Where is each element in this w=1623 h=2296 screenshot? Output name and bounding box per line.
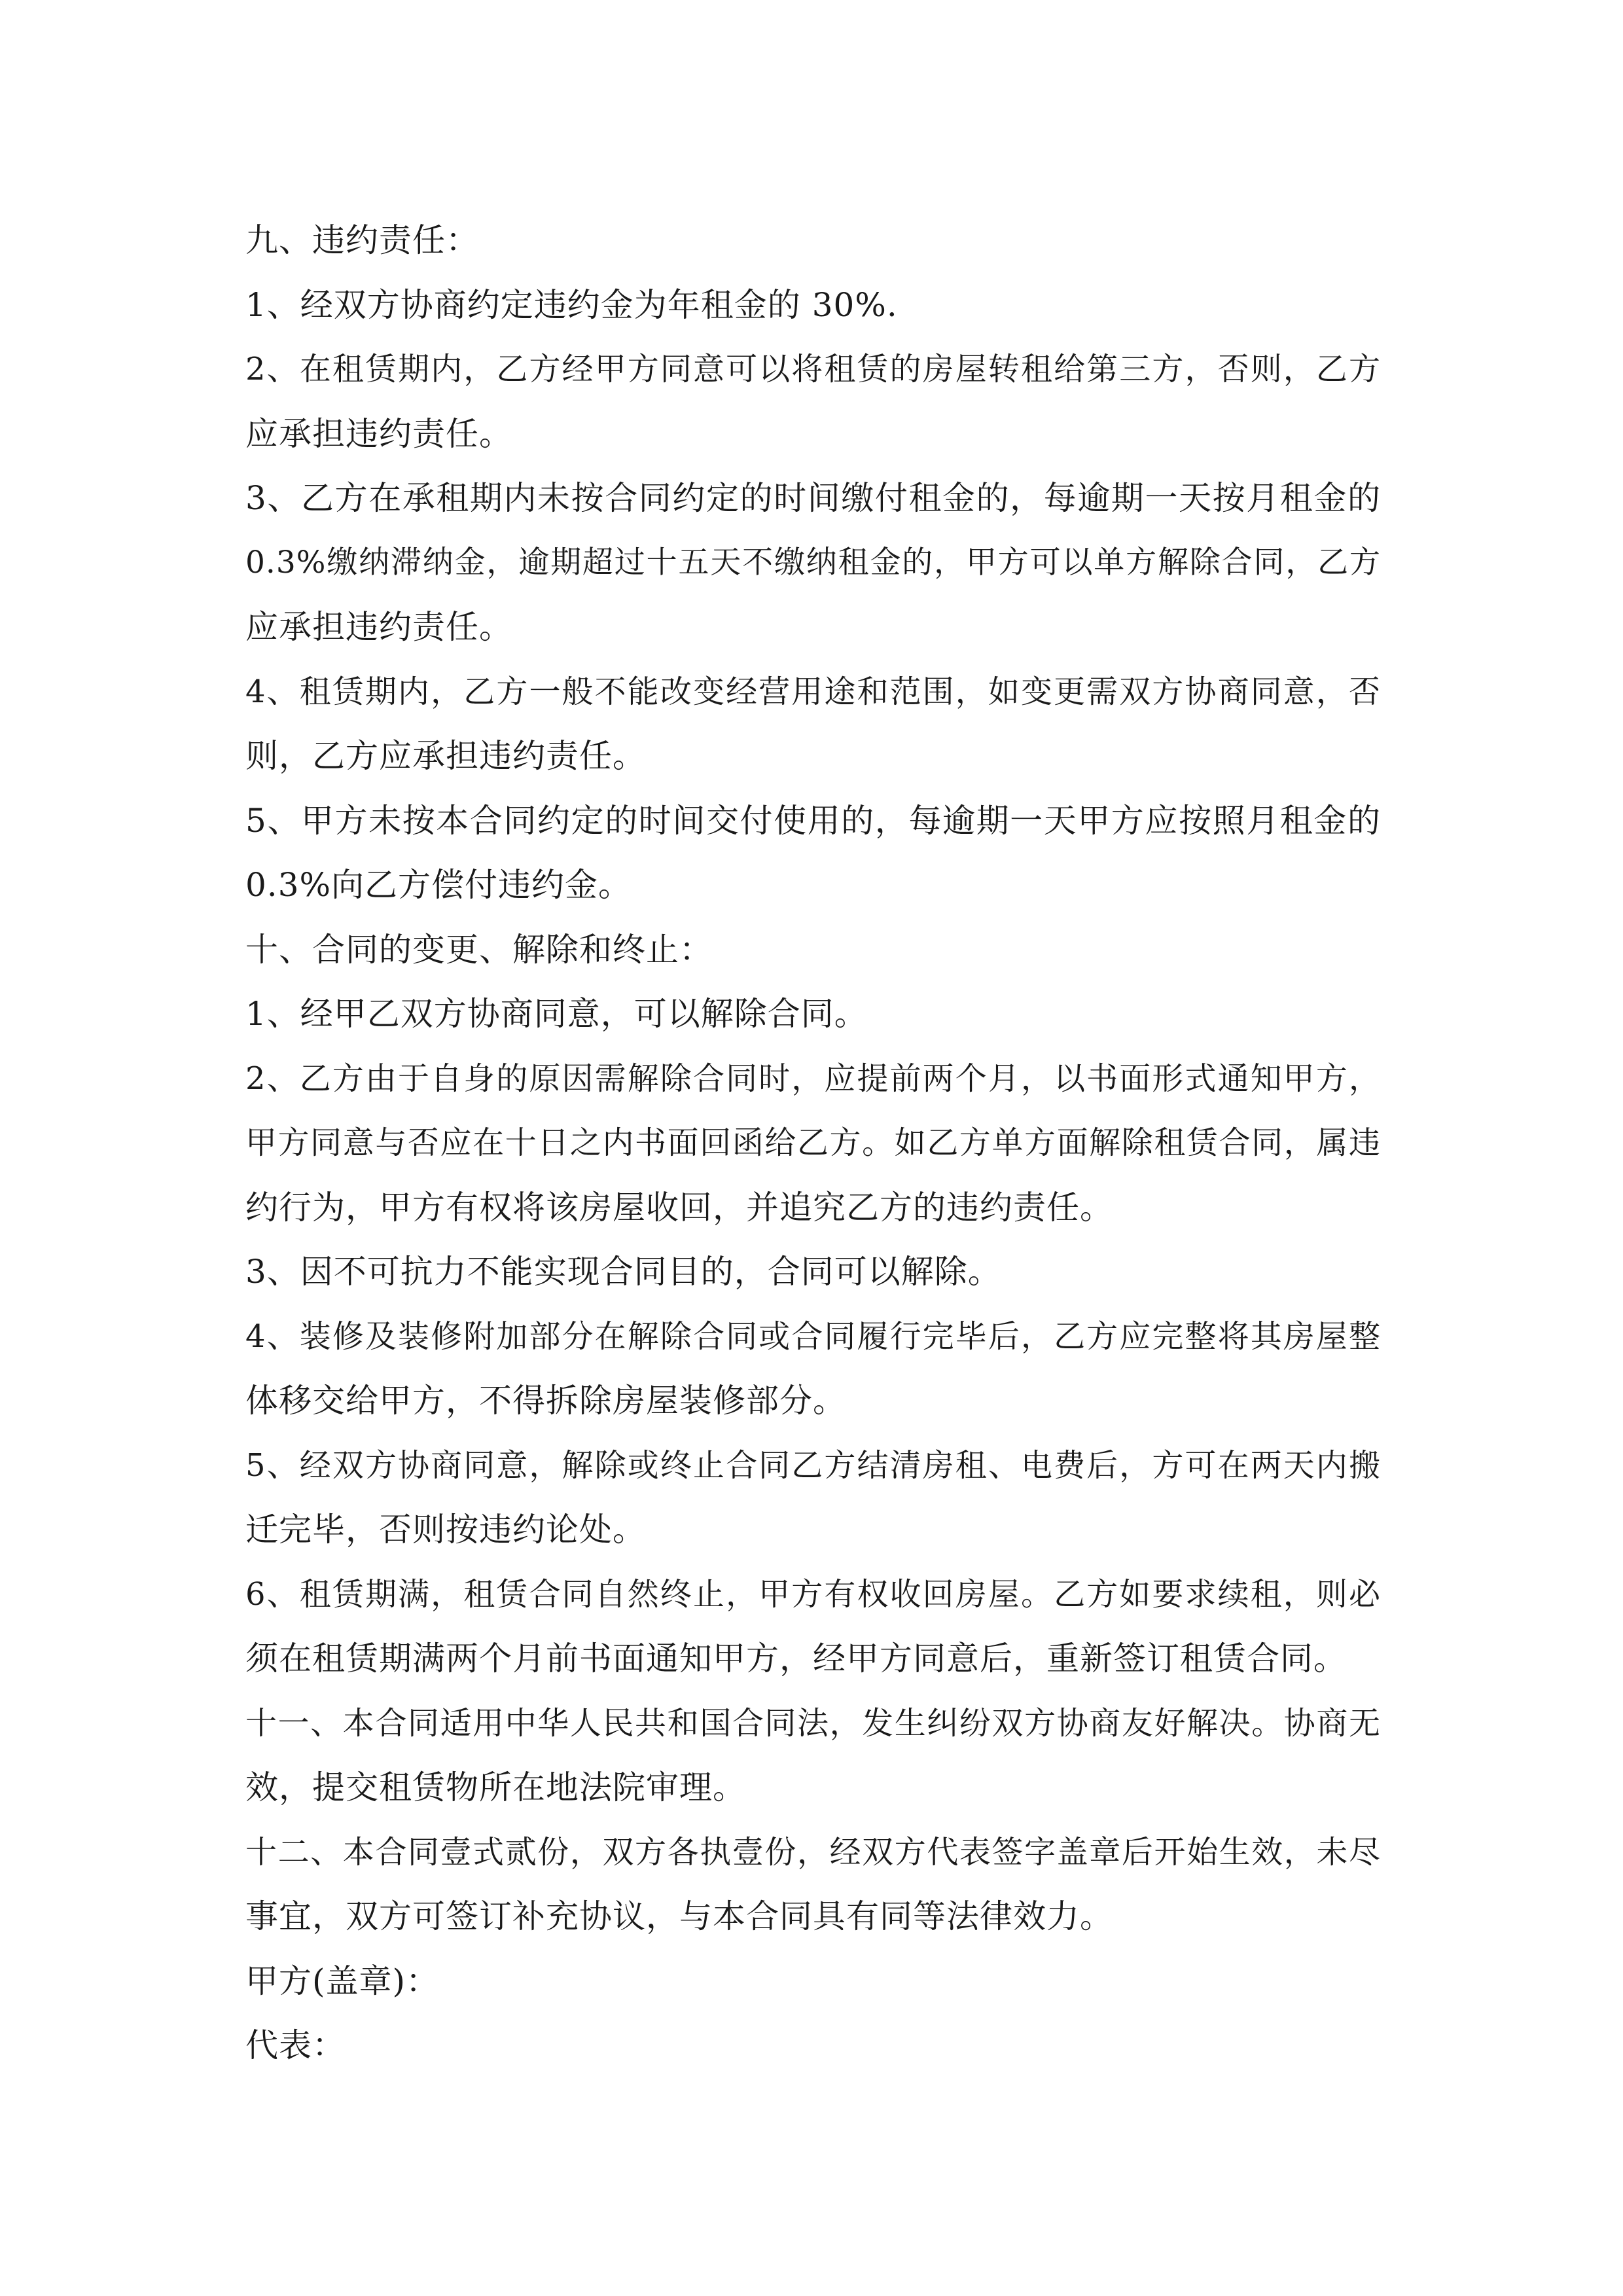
party-a-seal-label: 甲方(盖章)：	[245, 1962, 440, 2000]
contract-body	[245, 208, 1381, 2078]
clause-9-5-line-1: 5、甲方未按本合同约定的时间交付使用的，每逾期一天甲方应按照月租金的	[245, 801, 1381, 840]
section-12-line-2: 事宜，双方可签订补充协议，与本合同具有同等法律效力。	[245, 1897, 1113, 1935]
section-11-line-2: 效，提交租赁物所在地法院审理。	[245, 1768, 746, 1806]
clause-9-3-line-3: 应承担违约责任。	[245, 608, 512, 646]
clause-10-6-line-1: 6、租赁期满，租赁合同自然终止，甲方有权收回房屋。乙方如要求续租，则必	[245, 1575, 1381, 1613]
clause-10-5-line-2: 迁完毕，否则按违约论处。	[245, 1511, 646, 1549]
clause-10-5-line-1: 5、经双方协商同意，解除或终止合同乙方结清房租、电费后，方可在两天内搬	[245, 1446, 1381, 1484]
clause-9-3-line-2: 0.3%缴纳滞纳金，逾期超过十五天不缴纳租金的，甲方可以单方解除合同，乙方	[245, 544, 1381, 581]
clause-10-3: 3、因不可抗力不能实现合同目的，合同可以解除。	[245, 1253, 1001, 1291]
section-11-line-1: 十一、本合同适用中华人民共和国合同法，发生纠纷双方协商友好解决。协商无	[245, 1704, 1381, 1742]
section-heading-9: 九、违约责任：	[245, 221, 479, 259]
clause-10-2-line-3: 约行为，甲方有权将该房屋收回，并追究乙方的违约责任。	[245, 1188, 1113, 1227]
clause-9-4-line-1: 4、租赁期内，乙方一般不能改变经营用途和范围，如变更需双方协商同意，否	[245, 673, 1381, 710]
clause-9-4-line-2: 则，乙方应承担违约责任。	[245, 737, 646, 775]
clause-9-2-line-1: 2、在租赁期内，乙方经甲方同意可以将租赁的房屋转租给第三方，否则，乙方	[245, 351, 1381, 387]
clause-10-2-line-1: 2、乙方由于自身的原因需解除合同时，应提前两个月，以书面形式通知甲方，	[245, 1060, 1381, 1097]
clause-9-3-line-1: 3、乙方在承租期内未按合同约定的时间缴付租金的，每逾期一天按月租金的	[245, 479, 1381, 517]
clause-9-1: 1、经双方协商约定违约金为年租金的 30%.	[245, 285, 898, 324]
clause-10-6-line-2: 须在租赁期满两个月前书面通知甲方，经甲方同意后，重新签订租赁合同。	[245, 1640, 1347, 1677]
clause-10-4-line-1: 4、装修及装修附加部分在解除合同或合同履行完毕后，乙方应完整将其房屋整	[245, 1318, 1381, 1355]
section-heading-10: 十、合同的变更、解除和终止：	[245, 930, 713, 969]
clause-9-5-line-2: 0.3%向乙方偿付违约金。	[245, 866, 632, 904]
clause-10-1: 1、经甲乙双方协商同意，可以解除合同。	[245, 995, 868, 1033]
clause-9-2-line-2: 应承担违约责任。	[245, 414, 512, 453]
clause-10-2-line-2: 甲方同意与否应在十日之内书面回函给乙方。如乙方单方面解除租赁合同，属违	[245, 1124, 1381, 1161]
section-12-line-1: 十二、本合同壹式贰份，双方各执壹份，经双方代表签字盖章后开始生效，未尽	[245, 1833, 1381, 1871]
clause-10-4-line-2: 体移交给甲方，不得拆除房屋装修部分。	[245, 1382, 846, 1420]
representative-label: 代表：	[245, 2026, 346, 2064]
